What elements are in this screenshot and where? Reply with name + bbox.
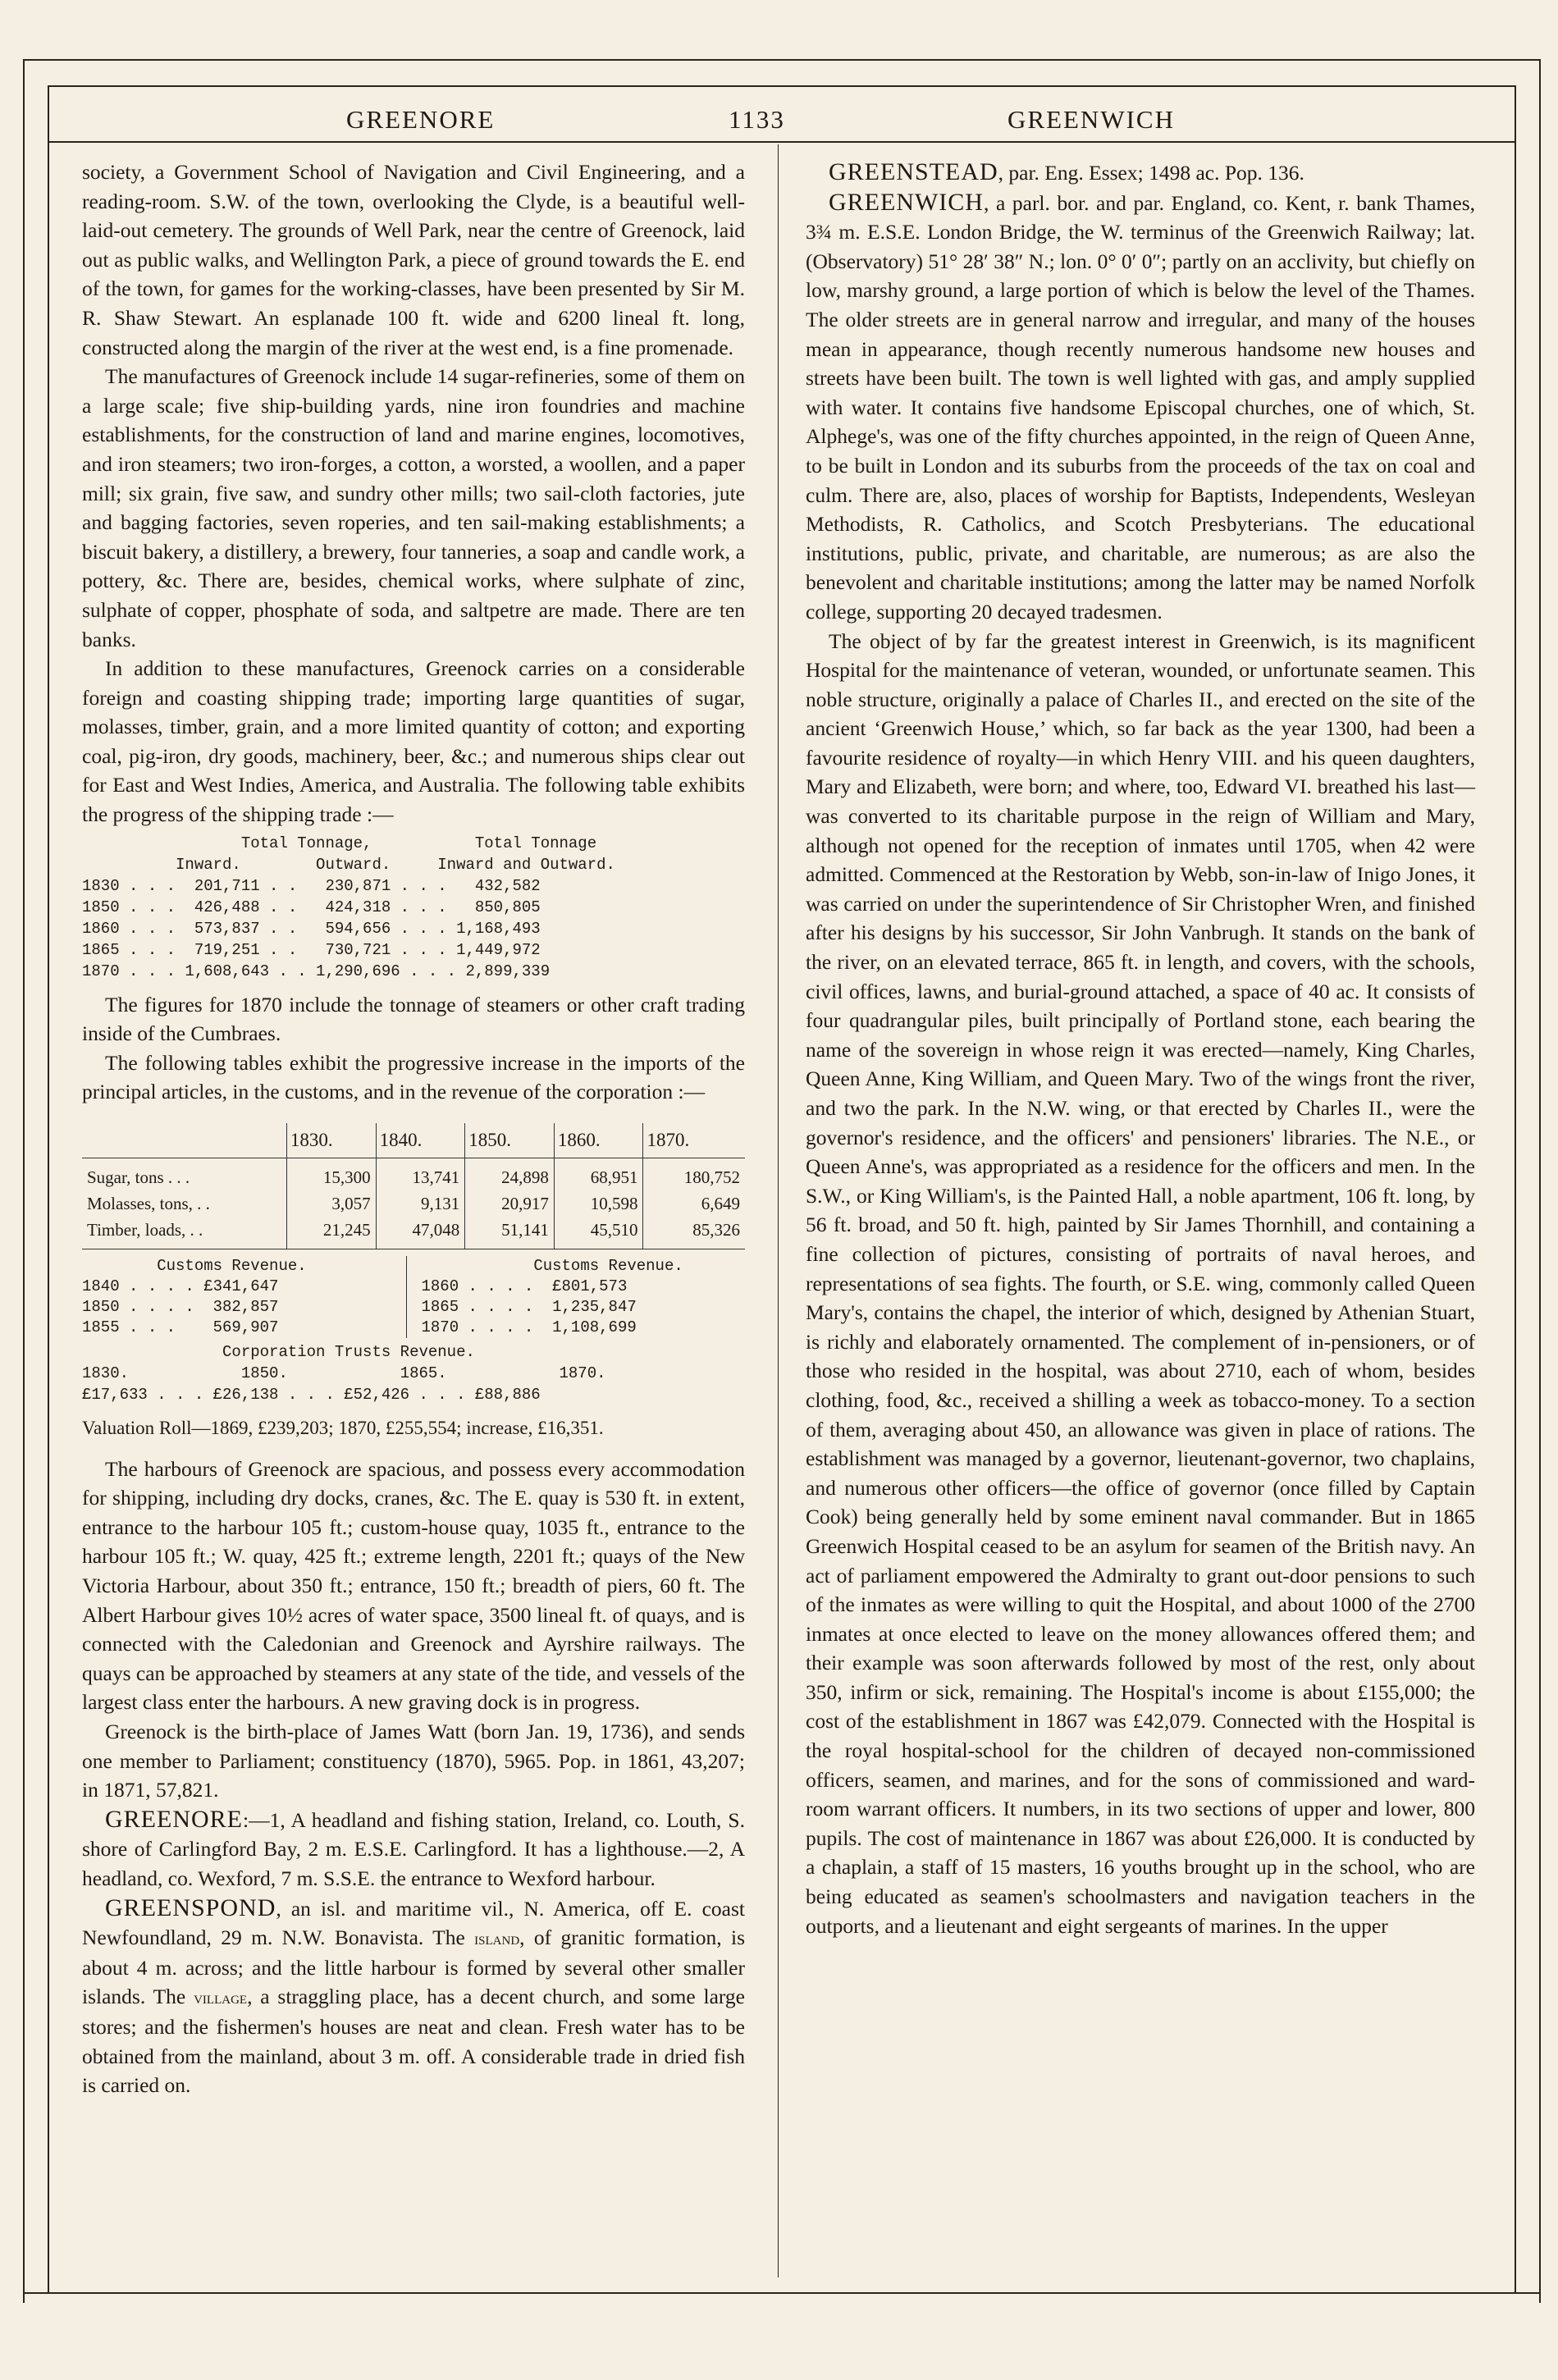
entry-text: , of granitic formation, is about 4 m. across; and the little harbour is formed by several other smaller islands. The	[82, 1925, 745, 2009]
outer-rule-top	[23, 59, 1541, 61]
entry-greenwich	[806, 188, 1475, 627]
outer-rule-right	[1539, 59, 1541, 2303]
table-cell: 85,326	[643, 1217, 745, 1249]
header-rule	[48, 141, 1516, 143]
entry-headword: GREENWICH	[829, 188, 984, 216]
column-header	[82, 1123, 286, 1158]
bottom-rule	[23, 2292, 1541, 2294]
inner-rule-top	[48, 85, 1516, 87]
table-cell: 6,649	[643, 1190, 745, 1217]
paragraph: The harbours of Greenock are spacious, and possess every accommodation for shipping, including dry docks, cranes, &c. The E. quay is 530 ft. in extent, entrance to the harbour 105 ft.; custom-house quay, 1035 ft., entrance to the harbour 105 ft.; W. quay, 425 ft.; extreme length, 2201 ft.; quays of the New Victoria Harbour, about 350 ft.; entrance, 150 ft.; breadth of piers, 60 ft. The Albert Harbour gives 10½ acres of water space, 3500 lineal ft. of quays, and is connected with the Caledonian and Greenock and Ayrshire railways. The quays can be approached by steamers at any state of the tide, and vessels of the largest class enter the harbours. A new graving dock is in progress.	[82, 1456, 745, 1715]
table-cell: 45,510	[554, 1217, 643, 1249]
table-cell: 3,057	[286, 1190, 376, 1217]
tonnage-table: Total Tonnage, Total Tonnage Inward. Outward. Inward and Outward. 1830 . . . 201,711 . . 230,871 . . . 432,582 1850 . . . 426,488 . . 424,318 . . . 850,805 1860 . . . 573,837 . . 594,656 . . . 1,168,493 1865 . . . 719,251 . . 730,721 . . . 1,449,972 1870 . . . 1,608,643 . . 1,290,696 . . . 2,899,339	[82, 834, 615, 980]
paragraph: The following tables exhibit the progressive increase in the imports of the principal articles, in the customs, and in the revenue of the corporation :—	[82, 1050, 745, 1104]
entry-greenspond	[82, 1893, 745, 2100]
paragraph: The manufactures of Greenock include 14 sugar-refineries, some of them on a large scale; five ship-building yards, nine iron foundries and machine establishments, for the construction of land and marine engines, locomotives, and iron steamers; two iron-forges, a cotton, a worsted, a woollen, and a paper mill; six grain, five saw, and sundry other mills; two sail-cloth factories, jute and bagging factories, seven roperies, and ten sail-making establishments; a biscuit bakery, a distillery, a brewery, four tanneries, a soap and candle work, a pottery, &c. There are, besides, chemical works, where sulphate of zinc, sulphate of copper, phosphate of soda, and saltpetre are made. There are ten banks.	[82, 364, 745, 651]
table-cell: 20,917	[465, 1190, 555, 1217]
customs-revenue-right: Customs Revenue. 1860 . . . . £801,573 1865 . . . . 1,235,847 1870 . . . . 1,108,699	[421, 1257, 683, 1337]
column-divider	[778, 144, 779, 2277]
table-cell: 180,752	[643, 1158, 745, 1191]
small-caps-term: village	[194, 1987, 248, 2008]
column-header: 1860.	[554, 1123, 643, 1158]
table-cell: 10,598	[554, 1190, 643, 1217]
column-header: 1830.	[286, 1123, 376, 1158]
entry-text: , a straggling place, has a decent church, and some large stores; and the fishermen's houses are neat and clean. Fresh water has to be obtained from the mainland, about 3 m. off. A considerable trade in dried fish is carried on.	[82, 1985, 746, 2098]
table-row	[82, 1158, 745, 1191]
paragraph: society, a Government School of Navigation and Civil Engineering, and a reading-room. S.W. of the town, overlooking the Clyde, is a beautiful well-laid-out cemetery. The grounds of Well Park, near the centre of Greenock, laid out as public walks, and Wellington Park, a piece of ground towards the E. end of the town, for games for the working-classes, have been presented by Sir M. R. Shaw Stewart. An esplanade 100 ft. wide and 6200 lineal ft. long, constructed along the margin of the river at the west end, is a fine promenade.	[82, 160, 745, 359]
table-cell: 13,741	[376, 1158, 465, 1191]
table-cell: 21,245	[286, 1217, 376, 1249]
small-caps-term: island	[474, 1928, 520, 1949]
table-cell: 68,951	[554, 1158, 643, 1191]
entry-greenore	[82, 1805, 745, 1893]
inner-rule-left	[48, 85, 49, 2292]
table-cell: 9,131	[376, 1190, 465, 1217]
valuation-line: Valuation Roll—1869, £239,203; 1870, £255,554; increase, £16,351.	[82, 1418, 604, 1439]
entry-text: :—1, A headland and fishing station, Ireland, co. Louth, S. shore of Carlingford Bay, 2 m. E.S.E. Carlingford. It has a lighthouse.—2, A headland, co. Wexford, 7 m. S.S.E. the entrance to Wexford harbour.	[82, 1807, 745, 1890]
entry-text: , a parl. bor. and par. England, co. Kent, r. bank Thames, 3¾ m. E.S.E. London Bridge, the W. terminus of the Greenwich Railway; lat. (Observatory) 51° 28′ 38″ N.; lon. 0° 0′ 0″; partly on an acclivity, but chiefly on low, marshy ground, a large portion of which is below the level of the Thames. The older streets are in general narrow and irregular, and many of the houses mean in appearance, though recently numerous handsome new houses and streets have been built. The town is well lighted with gas, and amply supplied with water. It contains five handsome Episcopal churches, one of which, St. Alphege's, was one of the fifty churches appointed, in the reign of Queen Anne, to be built in London and its suburbs from the proceeds of the tax on coal and culm. There are, also, places of worship for Baptists, Independents, Wesleyan Methodists, R. Catholics, and Scotch Presbyterians. The educational institutions, public, private, and charitable, are numerous; as are also the benevolent and charitable institutions; among the latter may be named Norfolk college, supporting 20 decayed tradesmen.	[806, 190, 1475, 624]
left-column	[82, 158, 745, 2100]
paragraph: In addition to these manufactures, Greenock carries on a considerable foreign and coasting shipping trade; importing large quantities of sugar, molasses, timber, grain, and a more limited quantity of cotton; and exporting coal, pig-iron, dry goods, machinery, beer, &c.; and numerous ships clear out for East and West Indies, America, and Australia. The following table exhibits the progress of the shipping trade :—	[82, 656, 745, 827]
header-right-title: GREENWICH	[1007, 105, 1175, 134]
customs-revenue-left: Customs Revenue. 1840 . . . . £341,647 1850 . . . . 382,857 1855 . . . 569,907	[82, 1256, 407, 1338]
inner-rule-right	[1515, 85, 1516, 2292]
right-column	[806, 158, 1475, 1940]
table-cell: Sugar, tons . . .	[87, 1167, 190, 1188]
entry-text: , par. Eng. Essex; 1498 ac. Pop. 136.	[998, 161, 1304, 185]
column-header: 1840.	[376, 1123, 465, 1158]
column-header: 1850.	[465, 1123, 555, 1158]
imports-table	[82, 1123, 745, 1249]
table-cell: 24,898	[465, 1158, 555, 1191]
paragraph: The figures for 1870 include the tonnage of steamers or other craft trading inside of the Cumbraes.	[82, 992, 745, 1046]
table-cell: 47,048	[376, 1217, 465, 1249]
entry-text: , an isl. and maritime vil., N. America, off E. coast Newfoundland, 29 m. N.W. Bonavista. The	[82, 1896, 745, 1950]
table-row	[82, 1190, 745, 1217]
entry-headword: GREENSTEAD	[829, 158, 998, 185]
customs-revenue-table	[82, 1256, 745, 1338]
entry-greenstead	[806, 158, 1475, 188]
page-number: 1133	[729, 105, 785, 134]
outer-rule-left	[23, 59, 25, 2303]
table-cell: 51,141	[465, 1217, 555, 1249]
table-cell: Molasses, tons, . .	[87, 1194, 210, 1214]
header-left-title: GREENORE	[346, 105, 496, 134]
entry-headword: GREENORE	[105, 1805, 243, 1833]
corporation-revenue-table: Corporation Trusts Revenue. 1830. 1850. 1865. 1870. £17,633 . . . £26,138 . . . £52,426 . . . £88,886	[82, 1343, 606, 1405]
entry-headword: GREENSPOND	[105, 1893, 276, 1921]
table-header-row	[82, 1123, 745, 1158]
column-header: 1870.	[643, 1123, 745, 1158]
paragraph: Greenock is the birth-place of James Watt (born Jan. 19, 1736), and sends one member to Parliament; constituency (1870), 5965. Pop. in 1861, 43,207; in 1871, 57,821.	[82, 1719, 745, 1802]
table-row	[82, 1217, 745, 1249]
table-cell: Timber, loads, . .	[82, 1217, 286, 1249]
paragraph: The object of by far the greatest interest in Greenwich, is its magnificent Hospital for the maintenance of veteran, wounded, or unfortunate seamen. This noble structure, originally a palace of Charles II., and erected on the site of the ancient ‘Greenwich House,’ which, so far back as the year 1300, had been a favourite residence of royalty—in which Henry VIII. and his queen daughters, Mary and Elizabeth, were born; and where, too, Edward VI. breathed his last—was converted to its charitable purpose in the reign of William and Mary, although not opened for the reception of inmates until 1705, when 42 were admitted. Commenced at the Restoration by Webb, son-in-law of Inigo Jones, it was carried on under the superintendence of Sir Christopher Wren, and finished after his designs by his successor, Sir John Vanbrugh. It stands on the bank of the river, on an elevated terrace, 865 ft. in length, and covers, with the schools, civil offices, lawns, and burial-ground attached, a space of 40 ac. It consists of four quadrangular piles, built principally of Portland stone, each bearing the name of the sovereign in whose reign it was erected—namely, King Charles, Queen Anne, King William, and Queen Mary. Two of the wings front the river, and two the park. In the N.W. wing, or that erected by Charles II., were the governor's residence, and the officers' and pensioners' libraries. The N.E., or Queen Anne's, was appropriated as a residence for the officers and men. In the S.W., or King William's, is the Painted Hall, a noble apartment, 106 ft. long, by 56 ft. broad, and 50 ft. high, painted by Sir James Thornhill, and containing a fine collection of pictures, consisting of portraits of naval heroes, and representations of sea fights. The fourth, or S.E. wing, commonly called Queen Mary's, contains the chapel, the interior of which, designed by Athenian Stuart, is richly and elaborately ornamented. The complement of in-pensioners, or of those who resided in the hospital, was about 2710, each of whom, besides clothing, food, &c., received a shilling a week as tobacco-money. To a section of them, averaging about 450, an allowance was given in place of rations. The establishment was managed by a governor, lieutenant-governor, two chaplains, and numerous other officers—the office of governor (once filled by Captain Cook) being generally held by some eminent naval commander. But in 1865 Greenwich Hospital ceased to be an asylum for seamen of the British navy. An act of parliament empowered the Admiralty to grant out-door pensions to such of the inmates as were willing to quit the Hospital, and about 1000 of the 2700 inmates at once elected to leave on the money allowances offered them; and their example was soon afterwards followed by most of the rest, only about 350, infirm or sick, remaining. The Hospital's income is about £155,000; the cost of the establishment in 1867 was £42,079. Connected with the Hospital is the royal hospital-school for the children of decayed non-commissioned officers, seamen, and marines, and for the sons of commissioned and ward-room warrant officers. It numbers, in its two sections of upper and lower, 800 pupils. The cost of maintenance in 1867 was about £26,000. It is conducted by a chaplain, a staff of 15 masters, 16 youths brought up in the school, who are being educated as seamen's schoolmasters and navigation teachers in the outports, and a lieutenant and eight sergeants of marines. In the upper	[806, 628, 1475, 1938]
table-cell: 15,300	[286, 1158, 376, 1191]
